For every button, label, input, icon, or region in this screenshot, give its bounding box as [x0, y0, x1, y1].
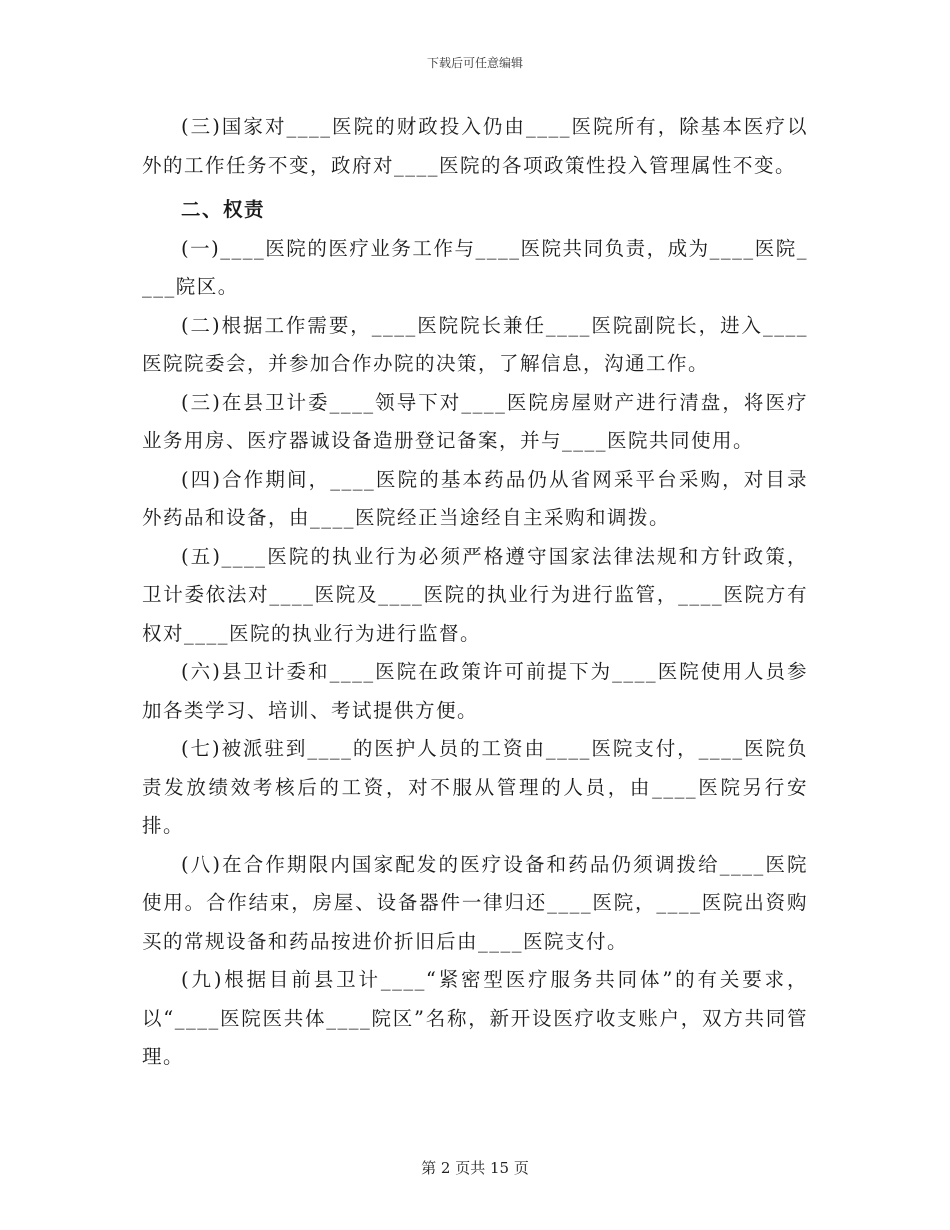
paragraph-item-5: (五)____医院的执业行为必须严格遵守国家法律法规和方针政策，卫计委依法对____医院及____医院的执业行为进行监管，____医院方有权对____医院的执业行为进行监督。 — [142, 544, 808, 645]
section-heading: 二、权责 — [181, 198, 266, 221]
paragraph-item-7: (七)被派驻到____的医护人员的工资由____医院支付，____医院负责发放绩效考核后的工资，对不服从管理的人员，由____医院另行安排。 — [142, 737, 808, 837]
paragraph-item-6: (六)县卫计委和____医院在政策许可前提下为____医院使用人员参加各类学习、培训、考试提供方便。 — [142, 660, 808, 722]
paragraph-item-1: (一)____医院的医疗业务工作与____医院共同负责，成为____医院____院区。 — [142, 236, 808, 298]
document-body — [142, 108, 808, 1077]
paragraph-intro: (三)国家对____医院的财政投入仍由____医院所有，除基本医疗以外的工作任务不变，政府对____医院的各项政策性投入管理属性不变。 — [142, 115, 808, 177]
paragraph-item-4: (四)合作期间，____医院的基本药品仍从省网采平台采购，对目录外药品和设备，由____医院经正当途经自主采购和调拨。 — [142, 467, 808, 529]
paragraph-item-8: (八)在合作期限内国家配发的医疗设备和药品仍须调拨给____医院使用。合作结束，房屋、设备器件一律归还____医院，____医院出资购买的常规设备和药品按进价折旧后由____医院支付。 — [142, 852, 808, 953]
page-header: 下载后可任意编辑 — [426, 56, 523, 70]
paragraph-item-3: (三)在县卫计委____领导下对____医院房屋财产进行清盘，将医疗业务用房、医疗器诚设备造册登记备案，并与____医院共同使用。 — [142, 390, 808, 452]
paragraph-item-2: (二)根据工作需要，____医院院长兼任____医院副院长，进入____医院院委会，并参加合作办院的决策，了解信息，沟通工作。 — [142, 313, 808, 375]
paragraph-item-9: (九)根据目前县卫计____“紧密型医疗服务共同体”的有关要求，以“____医院医共体____院区”名称，新开设医疗收支账户，双方共同管理。 — [142, 968, 808, 1068]
page-footer: 第 2 页共 15 页 — [421, 1159, 529, 1177]
